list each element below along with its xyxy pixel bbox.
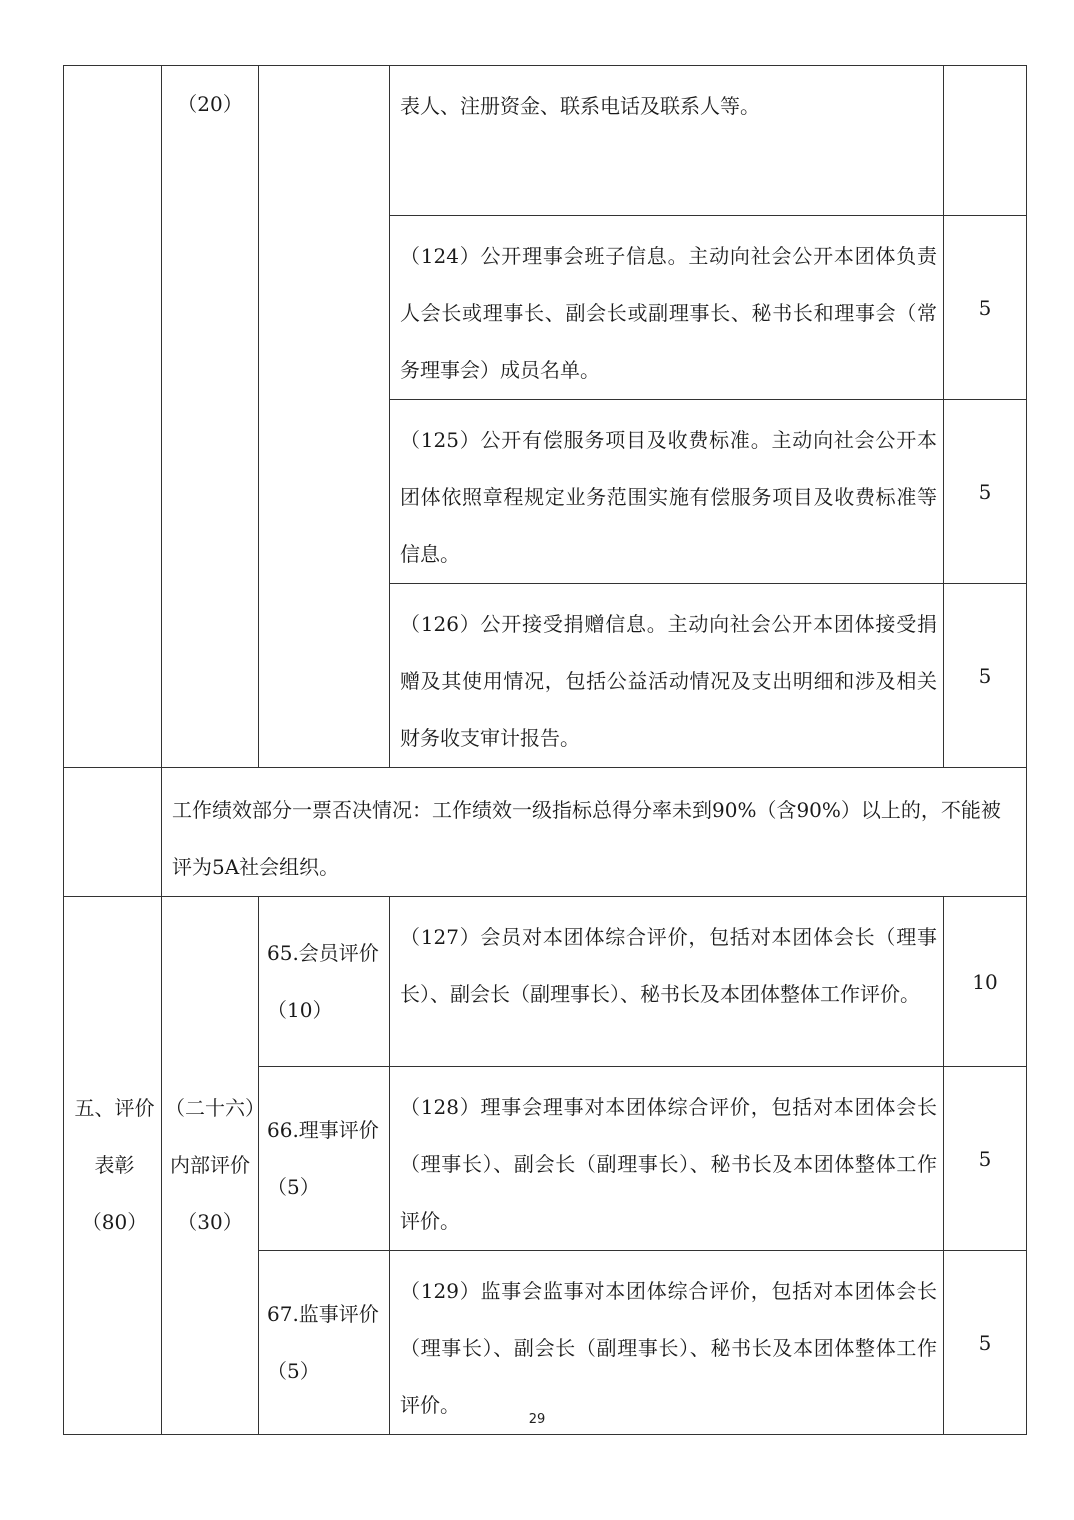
level3-label: 66.理事评价（5） (267, 1117, 379, 1199)
indicator-cell (390, 1067, 944, 1251)
level2-label: （20） (177, 92, 243, 116)
level1-cell-empty (64, 768, 162, 897)
indicator-text: （127）会员对本团体综合评价，包括对本团体会长（理事长）、副会长（副理事长）、秘书长及本团体整体工作评价。 (400, 925, 937, 1006)
level3-cell (259, 1067, 390, 1251)
indicator-cell (390, 400, 944, 584)
score-cell (944, 1067, 1027, 1251)
indicator-text: （124）公开理事会班子信息。主动向社会公开本团体负责人会长或理事长、副会长或副理事长、秘书长和理事会（常务理事会）成员名单。 (400, 244, 937, 382)
level3-cell (259, 1251, 390, 1435)
level3-cell (259, 897, 390, 1067)
level1-cell (64, 897, 162, 1435)
indicator-text: （126）公开接受捐赠信息。主动向社会公开本团体接受捐赠及其使用情况，包括公益活动情况及支出明细和涉及相关财务收支审计报告。 (400, 612, 937, 750)
level3-label: 65.会员评价（10） (267, 940, 379, 1022)
score-value: 5 (978, 1330, 992, 1355)
score-cell (944, 584, 1027, 768)
score-cell (944, 1251, 1027, 1435)
indicator-cell (390, 897, 944, 1067)
score-value: 5 (978, 479, 992, 504)
level1-cell-empty (64, 66, 162, 768)
score-value: 10 (972, 969, 998, 994)
indicator-cell (390, 66, 944, 216)
indicator-cell (390, 1251, 944, 1435)
score-cell (944, 216, 1027, 400)
level2-cell (162, 897, 259, 1435)
indicator-cell (390, 216, 944, 400)
indicator-cell (390, 584, 944, 768)
level2-cell (162, 66, 259, 768)
level2-label: （二十六）内部评价（30） (165, 1096, 255, 1234)
evaluation-table (63, 65, 1027, 1435)
score-cell (944, 400, 1027, 584)
score-value: 5 (978, 663, 992, 688)
score-cell (944, 897, 1027, 1067)
table-row (64, 897, 1027, 1067)
level3-cell-empty (259, 66, 390, 768)
level3-label: 67.监事评价（5） (267, 1301, 379, 1383)
veto-cell (162, 768, 1027, 897)
indicator-text: （128）理事会理事对本团体综合评价，包括对本团体会长（理事长）、副会长（副理事长）、秘书长及本团体整体工作评价。 (400, 1095, 937, 1233)
level1-label: 五、评价表彰（80） (74, 1096, 155, 1234)
table-row (64, 66, 1027, 216)
page-number: 29 (528, 1412, 546, 1427)
indicator-text: （129）监事会监事对本团体综合评价，包括对本团体会长（理事长）、副会长（副理事长）、秘书长及本团体整体工作评价。 (400, 1279, 937, 1417)
score-value: 5 (978, 295, 992, 320)
score-cell (944, 66, 1027, 216)
indicator-text: （125）公开有偿服务项目及收费标准。主动向社会公开本团体依照章程规定业务范围实施有偿服务项目及收费标准等信息。 (400, 428, 937, 566)
table-row (64, 768, 1027, 897)
indicator-text: 表人、注册资金、联系电话及联系人等。 (400, 94, 760, 118)
veto-text: 工作绩效部分一票否决情况：工作绩效一级指标总得分率未到90%（含90%）以上的，不能被评为5A社会组织。 (172, 798, 1001, 879)
score-value: 5 (978, 1146, 992, 1171)
